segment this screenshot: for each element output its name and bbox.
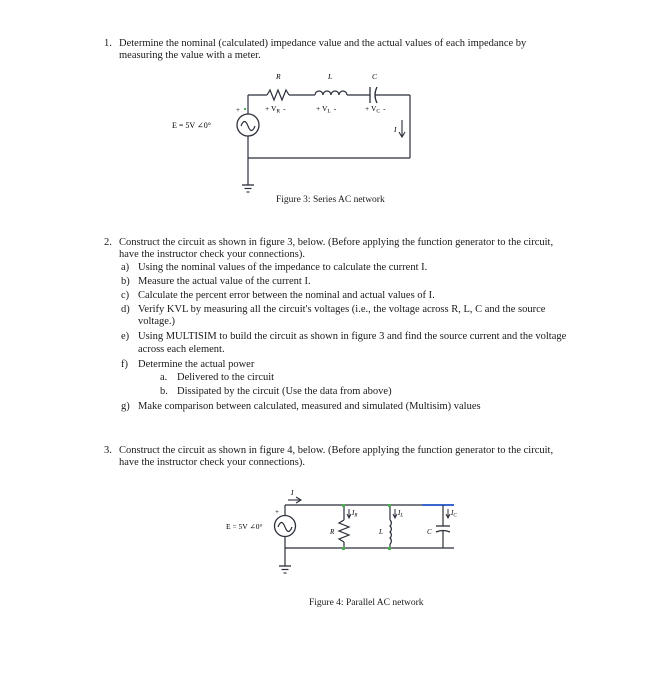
q2-item-f-label: f): [121, 359, 128, 370]
q1-text-line1: Determine the nominal (calculated) impedance value and the actual values of each impedance by: [119, 38, 527, 49]
label-l-2: L: [379, 528, 383, 536]
inductor-l-2: [390, 520, 391, 544]
label-c: C: [372, 72, 378, 81]
label-c-2: C: [427, 528, 432, 536]
source-plus: +: [236, 106, 240, 114]
q2-item-c-text: Calculate the percent error between the nominal and actual values of I.: [138, 290, 435, 301]
vc-label: + $V_C$ -: [365, 104, 386, 115]
q2-item-b-text: Measure the actual value of the current I.: [138, 276, 311, 287]
q2-item-e-text2: across each element.: [138, 344, 225, 355]
q2-item-d-text2: voltage.): [138, 316, 176, 327]
q2-item-f-text: Determine the actual power: [138, 359, 255, 370]
q2-item-d-text: Verify KVL by measuring all the circuit's voltages (i.e., the voltage across R, L, C and the source: [138, 304, 546, 315]
ic-label: $I_C$: [451, 509, 457, 519]
il-label: $I_L$: [398, 509, 404, 519]
label-r: R: [276, 72, 281, 81]
q3-text-line2: have the instructor check your connections).: [119, 457, 306, 468]
q2-item-g-text: Make comparison between calculated, measured and simulated (Multisim) values: [138, 401, 481, 412]
resistor-r-2: [339, 520, 349, 542]
q2-item-e-label: e): [121, 331, 130, 342]
figure-4-caption: Figure 4: Parallel AC network: [309, 598, 424, 608]
q2-number: 2.: [104, 237, 112, 248]
figure-4-parallel-circuit: [222, 486, 472, 581]
figure-3-series-circuit: [170, 70, 430, 205]
source-label-2: E = 5V ∠0°: [226, 522, 263, 531]
source-plus-2: +: [275, 508, 279, 516]
q2-item-b-label: b): [121, 276, 130, 287]
q2-sub-a-text: Delivered to the circuit: [177, 372, 275, 383]
q2-text-line1: Construct the circuit as shown in figure 3, below. (Before applying the function generator to the circuit,: [119, 237, 554, 248]
inductor-l: [315, 91, 347, 95]
q1-number: 1.: [104, 38, 112, 49]
q2-sub-a-label: a.: [160, 372, 168, 383]
ir-label: $I_R$: [352, 509, 358, 519]
figure-3-caption: Figure 3: Series AC network: [276, 195, 385, 205]
q2-item-c-label: c): [121, 290, 130, 301]
vl-label: + $V_L$ -: [316, 104, 337, 115]
q2-sub-b-label: b.: [160, 386, 168, 397]
q2-sub-b-text: Dissipated by the circuit (Use the data from above): [177, 386, 392, 397]
vr-label: + $V_R$ -: [265, 104, 286, 115]
main-current-label: I: [291, 488, 294, 497]
q3-number: 3.: [104, 445, 112, 456]
q3-text-line1: Construct the circuit as shown in figure 4, below. (Before applying the function generator to the circuit,: [119, 445, 554, 456]
q2-item-a-label: a): [121, 262, 130, 273]
q2-item-e-text: Using MULTISIM to build the circuit as shown in figure 3 and find the source current and the voltage: [138, 331, 567, 342]
current-label: I: [394, 125, 397, 134]
q2-item-a-text: Using the nominal values of the impedance to calculate the current I.: [138, 262, 428, 273]
label-r-2: R: [330, 528, 335, 536]
q2-text-line2: have the instructor check your connections).: [119, 249, 306, 260]
resistor-r: [267, 90, 289, 100]
q2-item-d-label: d): [121, 304, 130, 315]
source-label: E = 5V ∠0°: [172, 121, 211, 130]
q2-item-g-label: g): [121, 401, 130, 412]
q1-text-line2: measuring the value with a meter.: [119, 50, 261, 61]
label-l: L: [328, 72, 333, 81]
